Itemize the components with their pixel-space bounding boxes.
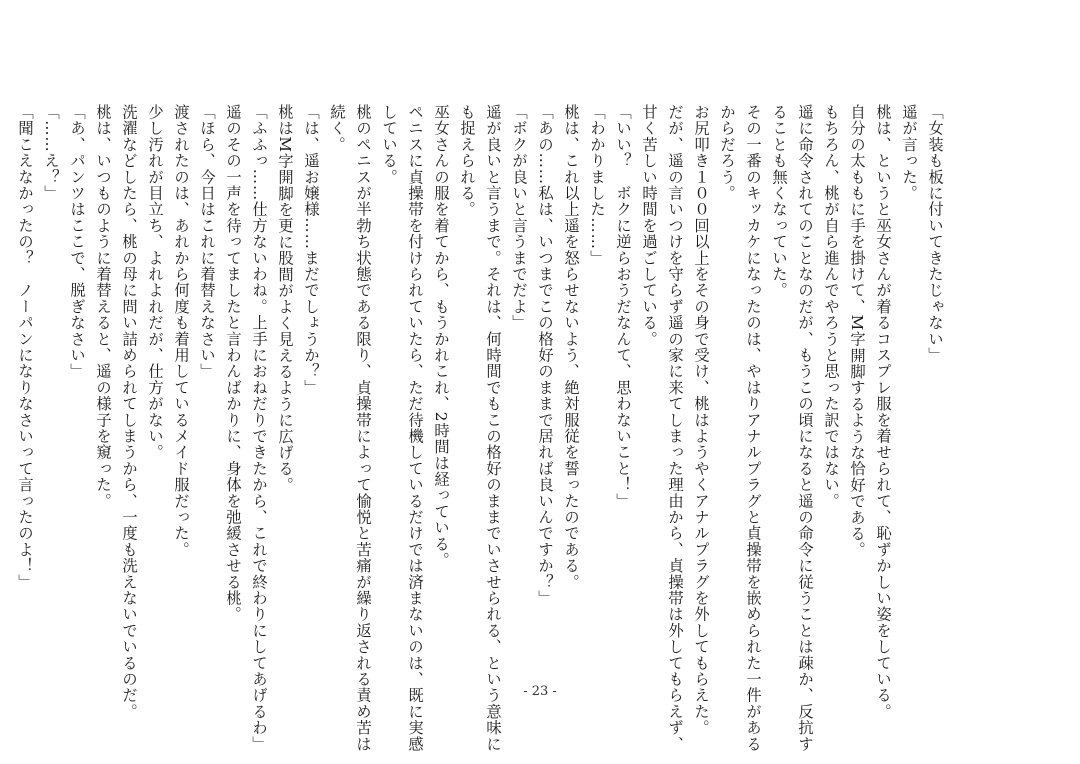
- text-line: 桃はM字開脚を更に股間がよく見えるように広げる。: [276, 104, 294, 494]
- text-line: 桃のペニスが半勃ち状態である限り、貞操帯によって愉悦と苦痛が繰り返される責め苦は: [354, 104, 372, 752]
- text-line: 洗濯などしたら、桃の母に問い詰められてしまうから、一度も洗えないでいるのだ。: [120, 104, 138, 720]
- text-line: 渡されたのは、あれから何度も着用しているメイド服だった。: [172, 104, 190, 558]
- text-line: 自分の太ももに手を掛けて、M字開脚するような恰好である。: [848, 104, 866, 558]
- text-line: 甘く苦しい時間を過ごしている。: [640, 104, 658, 347]
- text-line: 「聞こえなかったの？ ノーパンになりなさいって言ったのよ！」: [16, 104, 34, 590]
- text-line: 「ボクが良いと言うまでだよ」: [510, 104, 528, 331]
- text-line: 桃は、いつものように着替えると、遥の様子を窺った。: [94, 104, 112, 509]
- text-line: 「わかりました……」: [588, 104, 606, 266]
- text-line: 遥のその一声を待ってましたと言わんばかりに、身体を弛緩させる桃。: [224, 104, 242, 623]
- text-line: している。: [380, 104, 398, 185]
- text-line: 桃は、これ以上遥を怒らせないよう、絶対服従を誓ったのである。: [562, 104, 580, 590]
- text-line: もちろん、桃が自ら進んでやろうと思った訳ではない。: [822, 104, 840, 509]
- text-line: からだろう。: [718, 104, 736, 202]
- text-line: 「……え？」: [42, 104, 60, 202]
- text-line: 「は、遥お嬢様……まだでしょうか？」: [302, 104, 320, 396]
- text-line: 続く。: [328, 104, 346, 153]
- text-line: その一番のキッカケになったのは、やはりアナルプラグと貞操帯を嵌められた一件がある: [744, 104, 762, 752]
- text-line: も捉えられる。: [458, 104, 476, 218]
- text-line: 桃は、というと巫女さんが着るコスプレ服を着せられて、恥ずかしい姿をしている。: [874, 104, 892, 720]
- text-line: 少し汚れが目立ち、よれよれだが、仕方がない。: [146, 104, 164, 461]
- page-number: - 23 -: [523, 684, 557, 699]
- text-line: だが、遥の言いつけを守らず遥の家に来てしまった理由から、貞操帯は外してもらえず、: [666, 104, 684, 752]
- text-line: 「いい？ ボクに逆らおうだなんて、思わないこと！」: [614, 104, 632, 509]
- text-line: ることも無くなっていた。: [770, 104, 788, 299]
- text-line: 「女装も板に付いてきたじゃない」: [926, 104, 944, 364]
- text-line: 遥が言った。: [900, 104, 918, 202]
- text-line: 「ほら、今日はこれに着替えなさい」: [198, 104, 216, 380]
- text-line: 「ふふっ……仕方ないわね。上手におねだりできたから、これで終わりにしてあげるわ」: [250, 104, 268, 752]
- text-line: 「あの……私は、いつまでこの格好のままで居れば良いんですか？」: [536, 104, 554, 607]
- text-line: 「あ、パンツはここで、脱ぎなさい」: [68, 104, 86, 380]
- text-line: お尻叩き１００回以上をその身で受け、桃はようやくアナルプラグを外してもらえた。: [692, 104, 710, 736]
- text-line: 遥が良いと言うまで。それは、何時間でもこの格好のままでいさせられる、という意味に: [484, 104, 502, 752]
- text-line: ペニスに貞操帯を付けられていたら、ただ待機しているだけでは済まないのは、既に実感: [406, 104, 424, 752]
- text-line: 遥に命令されてのことなのだが、もうこの頃になると遥の命令に従うことは疎か、反抗す: [796, 104, 814, 752]
- text-line: 巫女さんの服を着てから、もうかれこれ、2時間は経っている。: [432, 104, 450, 569]
